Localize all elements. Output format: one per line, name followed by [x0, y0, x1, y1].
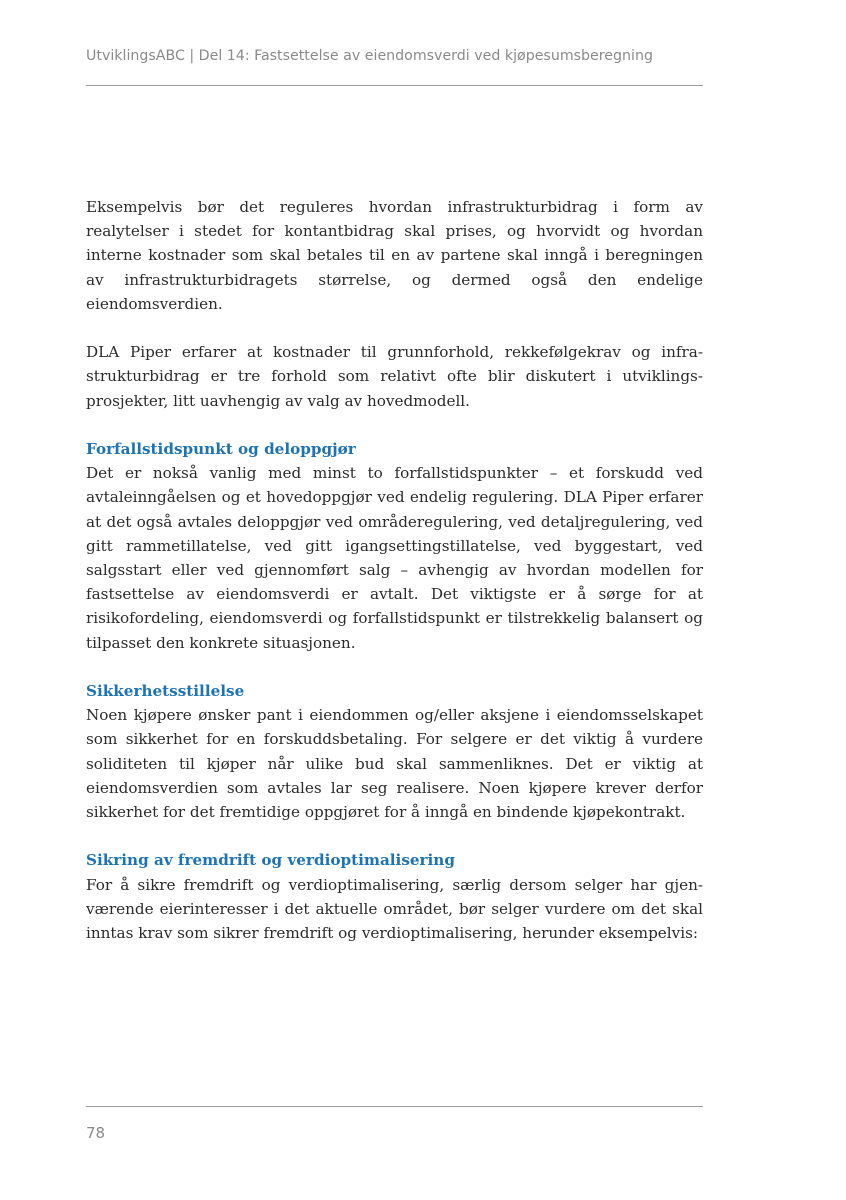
section-sikkerhetsstillelse [86, 679, 703, 824]
page-number: 78 [86, 1124, 106, 1142]
section-heading: Sikkerhetsstillelse [86, 682, 245, 701]
intro-paragraph-2: DLA Piper erfarer at kostnader til grunnforhold, rekkefølgekrav og infrastrukturbidrag er tre forhold som relativt ofte blir diskutert i utviklingsprosjekter, litt uavhengig av valg av hovedmodell. [86, 343, 703, 410]
section-sikring-av-fremdrift [86, 848, 703, 945]
main-content [86, 195, 703, 969]
section-body: For å sikre fremdrift og verdioptimalisering, særlig dersom selger har gjenværende eierinteresser i det aktuelle området, bør selger vurdere om det skal inntas krav som sikrer fremdrift og verdioptimalisering, herunder eksempelvis: [86, 875, 703, 943]
section-body: Det er nokså vanlig med minst to forfallstidspunkter – et forskudd ved avtaleinngåelsen og et hovedoppgjør ved endelig regulering. DLA Piper erfarer at det også avtales deloppgjør ved områderegulering, ved detaljregulering, ved gitt rammetillatelse, ved gitt igangsettingstillatelse, ved byggestart, ved salgsstart eller ved gjennomført salg – avhengig av hvordan modellen for fastsettelse av eiendomsverdi er avtalt. Det viktigste er å sørge for at risikofordeling, eiendomsverdi og forfallstidspunkt er tilstrekkelig balansert og tilpasset den konkrete situasjonen. [86, 464, 703, 652]
section-heading: Forfallstidspunkt og deloppgjør [86, 440, 356, 458]
section-body: Noen kjøpere ønsker pant i eiendommen og/eller aksjene i eiendomsselskapet som sikkerhet for en forskuddsbetaling. For selgere er det viktig å vurdere soliditeten til kjøper når ulike bud skal sammenliknes. Det er viktig at eiendomsverdien som avtales lar seg realisere. Noen kjøpere krever derfor sikkerhet for det fremtidige oppgjøret for å inngå en bindende kjøpekontrakt. [86, 706, 703, 822]
section-heading: Sikring av fremdrift og verdioptimalisering [86, 851, 455, 870]
header-divider [86, 85, 703, 86]
section-forfallstidspunkt [86, 437, 703, 655]
intro-paragraph-1: Eksempelvis bør det reguleres hvordan infrastrukturbidrag i form av realytelser i stedet for kontantbidrag skal prises, og hvorvidt og hvordan interne kostnader som skal betales til en av partene skal inngå i beregningen av infrastrukturbidragets størrelse, og dermed også den endelige eiendomsverdien. [86, 198, 703, 313]
running-header: UtviklingsABC | Del 14: Fastsettelse av eiendomsverdi ved kjøpesumsberegning [86, 48, 653, 64]
footer-divider [86, 1106, 703, 1107]
